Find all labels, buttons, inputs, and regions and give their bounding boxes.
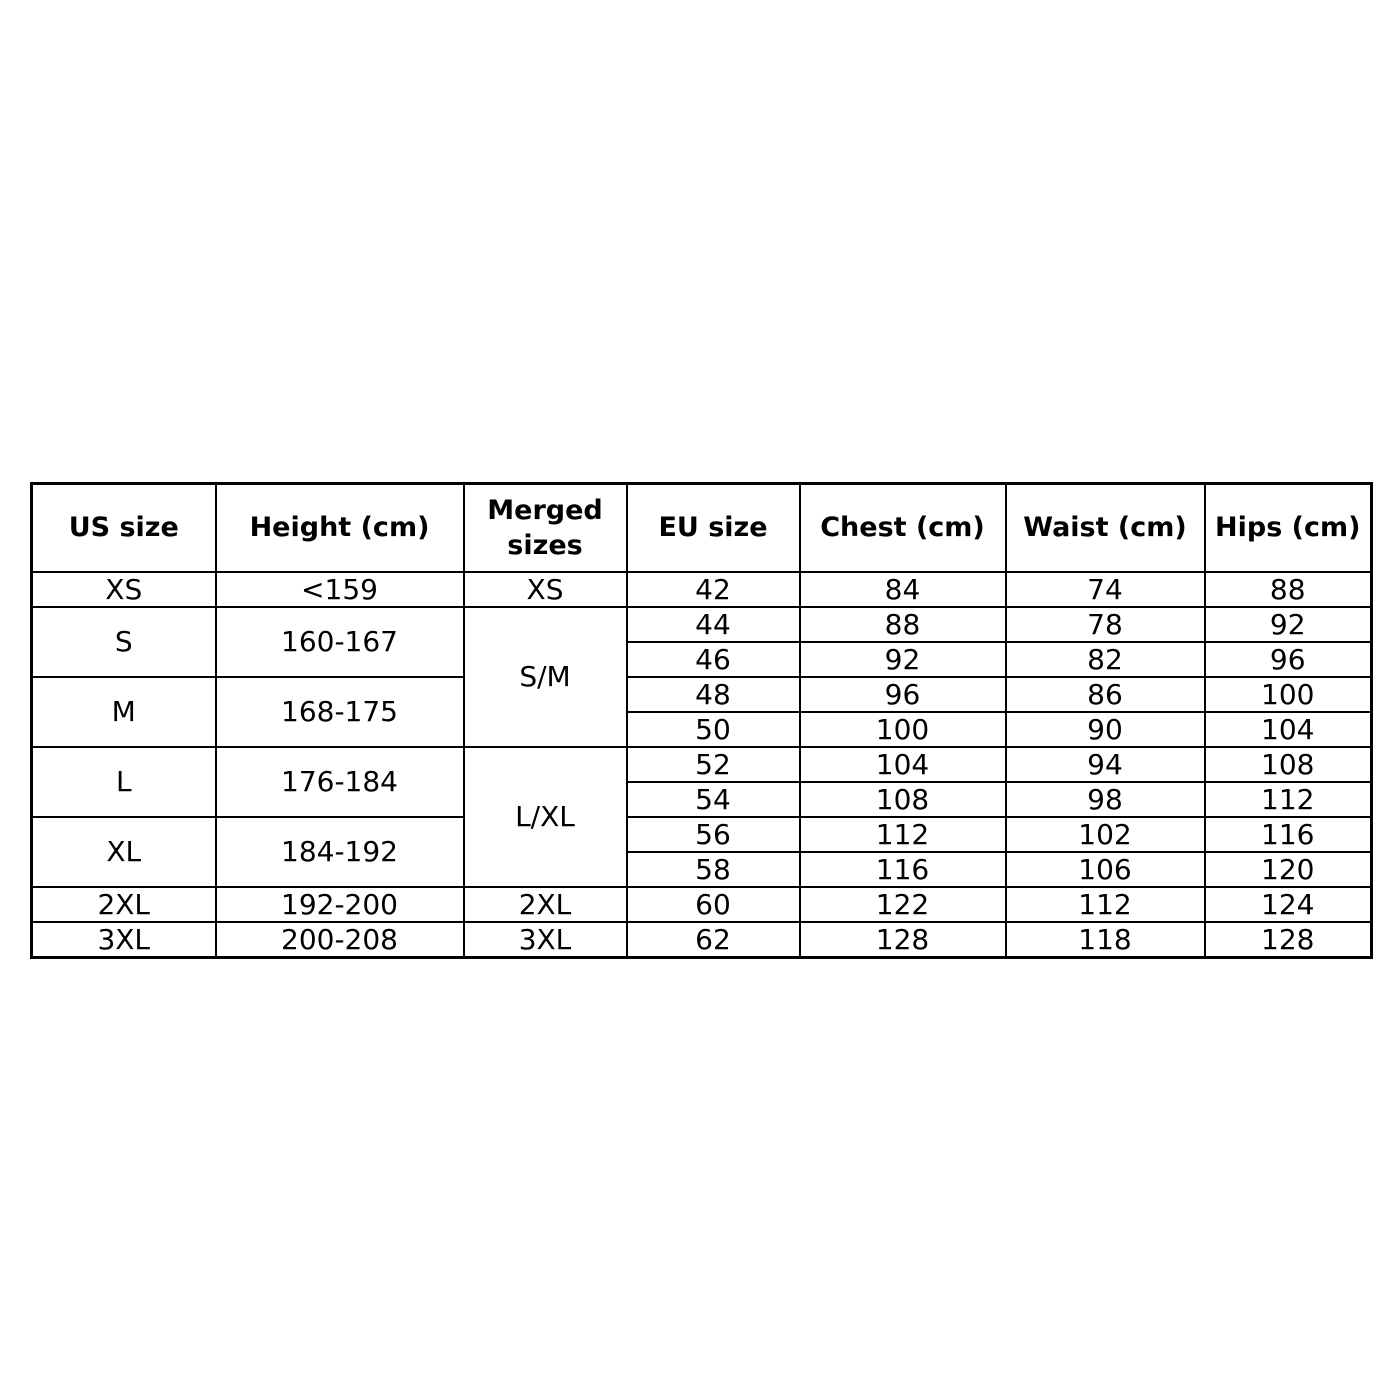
hips-cell: 112 [1205,782,1372,817]
eu-size-cell: 48 [627,677,800,712]
waist-cell: 82 [1006,642,1205,677]
hips-cell: 100 [1205,677,1372,712]
height-cell: <159 [216,572,464,607]
column-header-height: Height (cm) [216,484,464,572]
eu-size-cell: 60 [627,887,800,922]
waist-cell: 86 [1006,677,1205,712]
table-row [32,572,1372,607]
us-size-cell: S [32,607,216,677]
chest-cell: 104 [800,747,1006,782]
waist-cell: 98 [1006,782,1205,817]
hips-cell: 96 [1205,642,1372,677]
hips-cell: 92 [1205,607,1372,642]
chest-cell: 96 [800,677,1006,712]
chest-cell: 108 [800,782,1006,817]
us-size-cell: XS [32,572,216,607]
eu-size-cell: 54 [627,782,800,817]
merged-size-cell: 3XL [464,922,627,958]
eu-size-cell: 62 [627,922,800,958]
merged-size-cell: XS [464,572,627,607]
chest-cell: 84 [800,572,1006,607]
us-size-cell: XL [32,817,216,887]
column-header-chest: Chest (cm) [800,484,1006,572]
us-size-cell: 3XL [32,922,216,958]
hips-cell: 124 [1205,887,1372,922]
height-cell: 192-200 [216,887,464,922]
column-header-merged: Merged sizes [464,484,627,572]
merged-size-cell: L/XL [464,747,627,887]
eu-size-cell: 50 [627,712,800,747]
merged-size-cell: S/M [464,607,627,747]
chest-cell: 128 [800,922,1006,958]
eu-size-cell: 44 [627,607,800,642]
table-row [32,607,1372,642]
us-size-cell: L [32,747,216,817]
eu-size-cell: 52 [627,747,800,782]
waist-cell: 94 [1006,747,1205,782]
chest-cell: 116 [800,852,1006,887]
eu-size-cell: 58 [627,852,800,887]
waist-cell: 78 [1006,607,1205,642]
table-row [32,887,1372,922]
column-header-hips: Hips (cm) [1205,484,1372,572]
waist-cell: 90 [1006,712,1205,747]
eu-size-cell: 46 [627,642,800,677]
waist-cell: 74 [1006,572,1205,607]
us-size-cell: 2XL [32,887,216,922]
waist-cell: 106 [1006,852,1205,887]
column-header-us-size: US size [32,484,216,572]
height-cell: 184-192 [216,817,464,887]
hips-cell: 88 [1205,572,1372,607]
table-row [32,677,1372,712]
header-row [32,484,1372,572]
chest-cell: 92 [800,642,1006,677]
table-row [32,817,1372,852]
table-row [32,922,1372,958]
hips-cell: 120 [1205,852,1372,887]
eu-size-cell: 56 [627,817,800,852]
hips-cell: 116 [1205,817,1372,852]
hips-cell: 108 [1205,747,1372,782]
hips-cell: 104 [1205,712,1372,747]
chest-cell: 88 [800,607,1006,642]
column-header-waist: Waist (cm) [1006,484,1205,572]
hips-cell: 128 [1205,922,1372,958]
height-cell: 176-184 [216,747,464,817]
chest-cell: 122 [800,887,1006,922]
height-cell: 200-208 [216,922,464,958]
table-row [32,747,1372,782]
chest-cell: 100 [800,712,1006,747]
column-header-eu-size: EU size [627,484,800,572]
eu-size-cell: 42 [627,572,800,607]
waist-cell: 102 [1006,817,1205,852]
size-chart-table [30,482,1373,959]
height-cell: 168-175 [216,677,464,747]
us-size-cell: M [32,677,216,747]
merged-size-cell: 2XL [464,887,627,922]
height-cell: 160-167 [216,607,464,677]
chest-cell: 112 [800,817,1006,852]
waist-cell: 118 [1006,922,1205,958]
waist-cell: 112 [1006,887,1205,922]
